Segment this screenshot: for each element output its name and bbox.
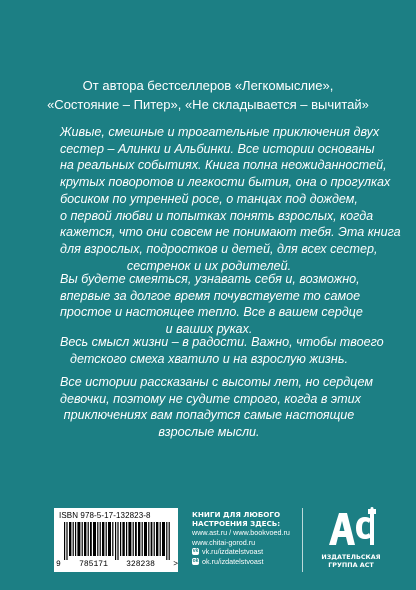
isbn-number: ISBN 978-5-17-132823-8	[59, 511, 151, 520]
ok-icon: ok	[192, 557, 199, 564]
blurb-line: Живые, смешные и трогательные приключения двух	[60, 125, 380, 139]
blurb-line: простое и настоящее тепло. Все в вашем сердце	[60, 305, 363, 320]
blurb-line: на реальных событиях. Книга полна неожиданностей,	[60, 158, 387, 173]
blurb-line: впервые за долгое время почувствуете то самое	[60, 288, 361, 303]
blurb-line: детского смеха хватило и на взрослую жизнь.	[70, 351, 348, 366]
blurb-line: для взрослых, подростков и детей, для всех сестер,	[60, 241, 378, 256]
barcode-digits	[56, 560, 178, 569]
vk-icon: vk	[192, 548, 199, 555]
blurb-line: Весь смысл жизни – в радости. Важно, чтобы твоего	[60, 335, 384, 349]
barcode-end-mark: >	[173, 560, 178, 569]
publisher-info	[192, 510, 302, 566]
author-tagline	[20, 76, 396, 114]
blurb-line: крутых поворотов и легкости бытия, она о прогулках	[60, 175, 391, 190]
vertical-divider	[302, 508, 303, 572]
ok-link[interactable]	[192, 557, 302, 567]
blurb-line: босиком по утренней росе, о танцах под дождем,	[60, 191, 358, 206]
logo-caption	[315, 553, 387, 569]
barcode-bars-icon	[64, 522, 172, 560]
blurb-paragraph-4	[60, 374, 373, 441]
website-link-1[interactable]	[192, 528, 302, 538]
isbn-barcode	[54, 508, 178, 572]
website-text-2: www.chitai-gorod.ru	[192, 537, 256, 547]
blurb-line: взрослые мысли.	[158, 425, 260, 440]
vk-text: vk.ru/izdatelstvoast	[202, 547, 264, 557]
ast-logo-icon	[325, 507, 377, 547]
blurb-line: Вы будете смеяться, узнавать себя и, возможно,	[60, 272, 360, 286]
logo-caption-line-2: ГРУППА АСТ	[328, 561, 374, 569]
blurb-line: приключениях вам попадутся самые настоящие	[63, 408, 355, 423]
blurb-paragraph-1	[60, 124, 401, 274]
vk-link[interactable]	[192, 547, 302, 557]
tagline-line-1: От автора бестселлеров «Легкомыслие»,	[82, 78, 334, 93]
logo-caption-line-1: ИЗДАТЕЛЬСКАЯ	[321, 553, 381, 561]
ok-text: ok.ru/izdatelstvoast	[202, 556, 264, 566]
barcode-digit-group-2: 328238	[126, 560, 155, 569]
barcode-digit-first: 9	[56, 560, 61, 569]
blurb-line: девочки, поэтому не судите строго, когда в этих	[60, 391, 361, 406]
blurb-paragraph-2	[60, 271, 363, 338]
publisher-logo	[315, 507, 387, 577]
blurb-line: и ваших руках.	[165, 322, 253, 337]
blurb-line: о первой любви и попытках понять взрослых, когда	[60, 208, 374, 223]
website-text-1: www.ast.ru / www.bookvoed.ru	[192, 528, 290, 537]
info-title-line-1: КНИГИ ДЛЯ ЛЮБОГО	[192, 510, 281, 519]
blurb-line: Все истории рассказаны с высоты лет, но сердцем	[60, 375, 373, 389]
website-link-2[interactable]	[192, 538, 302, 548]
blurb-line: кажется, что они совсем не понимают тебя. Эта книга	[60, 225, 401, 240]
blurb-paragraph-3	[60, 334, 384, 367]
info-title-line-2: НАСТРОЕНИЯ ЗДЕСЬ:	[192, 519, 281, 528]
tagline-line-2: «Состояние – Питер», «Не складывается – вычитай»	[47, 97, 369, 112]
blurb-line: сестер – Алинки и Альбинки. Все истории основаны	[60, 141, 375, 156]
barcode-digit-group-1: 785171	[79, 560, 108, 569]
blurb-line: сестренок и их родителей.	[126, 258, 292, 273]
